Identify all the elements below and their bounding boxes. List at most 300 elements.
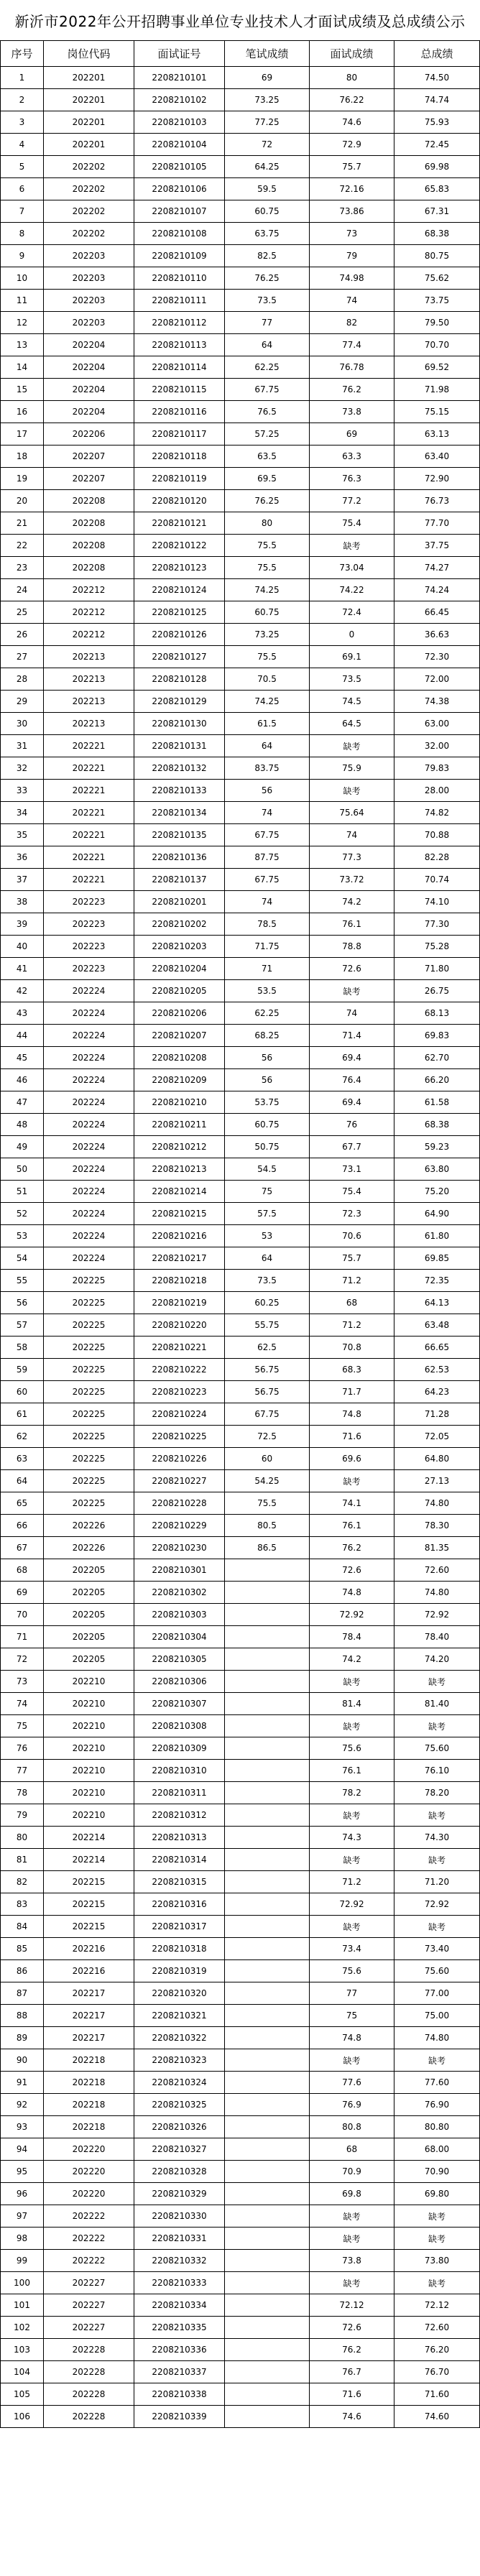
cell-interview-score: 74.8 [310, 1582, 394, 1604]
cell-interview-score: 缺考 [310, 1849, 394, 1871]
cell-written-score: 56 [225, 780, 310, 802]
cell-seq: 43 [1, 1002, 44, 1025]
cell-total-score: 75.00 [394, 2005, 480, 2027]
cell-interview-score: 72.6 [310, 958, 394, 980]
cell-seq: 46 [1, 1069, 44, 1091]
cell-interview-score: 74.6 [310, 111, 394, 134]
cell-total-score: 74.50 [394, 67, 480, 89]
cell-seq: 41 [1, 958, 44, 980]
cell-total-score: 缺考 [394, 2049, 480, 2072]
cell-interview-score: 72.92 [310, 1604, 394, 1626]
cell-total-score: 75.28 [394, 936, 480, 958]
cell-interview-score: 75.7 [310, 1247, 394, 1270]
cell-written-score: 64 [225, 1247, 310, 1270]
cell-interview-id: 2208210137 [134, 869, 225, 891]
cell-interview-score: 75 [310, 2005, 394, 2027]
cell-interview-score: 70.6 [310, 1225, 394, 1247]
table-row [1, 1827, 480, 1849]
cell-seq: 42 [1, 980, 44, 1002]
cell-seq: 17 [1, 423, 44, 446]
cell-interview-score: 74 [310, 290, 394, 312]
cell-position-code: 202202 [44, 200, 134, 223]
cell-interview-score: 74 [310, 1002, 394, 1025]
cell-position-code: 202213 [44, 646, 134, 668]
table-row [1, 1492, 480, 1515]
cell-written-score: 75.5 [225, 646, 310, 668]
cell-total-score: 64.80 [394, 1448, 480, 1470]
cell-seq: 99 [1, 2250, 44, 2272]
cell-seq: 93 [1, 2116, 44, 2138]
cell-seq: 94 [1, 2138, 44, 2161]
cell-position-code: 202223 [44, 936, 134, 958]
cell-interview-score: 80.8 [310, 2116, 394, 2138]
cell-position-code: 202203 [44, 267, 134, 290]
cell-seq: 57 [1, 1314, 44, 1337]
cell-position-code: 202212 [44, 579, 134, 601]
table-row [1, 1091, 480, 1114]
cell-written-score: 60.75 [225, 601, 310, 624]
cell-interview-score: 73.4 [310, 1938, 394, 1960]
cell-interview-id: 2208210206 [134, 1002, 225, 1025]
cell-interview-score: 76 [310, 1114, 394, 1136]
cell-interview-score: 63.3 [310, 446, 394, 468]
cell-position-code: 202221 [44, 846, 134, 869]
cell-interview-score: 74.1 [310, 1492, 394, 1515]
cell-total-score: 72.00 [394, 668, 480, 691]
cell-total-score: 81.40 [394, 1693, 480, 1715]
table-row [1, 89, 480, 111]
cell-position-code: 202220 [44, 2183, 134, 2205]
cell-position-code: 202225 [44, 1448, 134, 1470]
cell-position-code: 202208 [44, 535, 134, 557]
cell-written-score: 60.75 [225, 200, 310, 223]
cell-written-score [225, 2383, 310, 2406]
table-row [1, 1136, 480, 1158]
cell-interview-score: 76.2 [310, 379, 394, 401]
cell-total-score: 69.83 [394, 1025, 480, 1047]
cell-written-score [225, 2161, 310, 2183]
table-body [1, 67, 480, 2428]
table-row [1, 1760, 480, 1782]
cell-interview-score: 73.86 [310, 200, 394, 223]
cell-interview-id: 2208210316 [134, 1893, 225, 1916]
cell-written-score: 64 [225, 334, 310, 356]
table-row [1, 691, 480, 713]
cell-written-score: 74.25 [225, 691, 310, 713]
cell-total-score: 75.62 [394, 267, 480, 290]
cell-interview-id: 2208210118 [134, 446, 225, 468]
cell-seq: 59 [1, 1359, 44, 1381]
cell-seq: 10 [1, 267, 44, 290]
cell-interview-id: 2208210310 [134, 1760, 225, 1782]
cell-interview-score: 73.72 [310, 869, 394, 891]
cell-interview-id: 2208210309 [134, 1737, 225, 1760]
cell-written-score: 55.75 [225, 1314, 310, 1337]
cell-seq: 28 [1, 668, 44, 691]
cell-position-code: 202228 [44, 2383, 134, 2406]
cell-interview-score: 缺考 [310, 780, 394, 802]
cell-total-score: 67.31 [394, 200, 480, 223]
cell-interview-score: 69.4 [310, 1091, 394, 1114]
table-row [1, 1002, 480, 1025]
cell-interview-score: 74.22 [310, 579, 394, 601]
table-row [1, 512, 480, 535]
cell-interview-id: 2208210132 [134, 757, 225, 780]
cell-interview-score: 68 [310, 1292, 394, 1314]
cell-position-code: 202210 [44, 1737, 134, 1760]
cell-position-code: 202225 [44, 1292, 134, 1314]
cell-position-code: 202224 [44, 1181, 134, 1203]
table-row [1, 1158, 480, 1181]
cell-seq: 74 [1, 1693, 44, 1715]
cell-position-code: 202210 [44, 1693, 134, 1715]
header-interview-score: 面试成绩 [310, 41, 394, 67]
cell-seq: 67 [1, 1537, 44, 1559]
cell-seq: 101 [1, 2294, 44, 2317]
cell-interview-id: 2208210114 [134, 356, 225, 379]
cell-position-code: 202221 [44, 802, 134, 824]
cell-total-score: 82.28 [394, 846, 480, 869]
cell-seq: 37 [1, 869, 44, 891]
cell-total-score: 缺考 [394, 2205, 480, 2228]
cell-total-score: 70.90 [394, 2161, 480, 2183]
cell-interview-score: 缺考 [310, 535, 394, 557]
cell-total-score: 63.48 [394, 1314, 480, 1337]
table-row [1, 1960, 480, 1982]
table-row [1, 913, 480, 936]
cell-position-code: 202208 [44, 512, 134, 535]
cell-written-score [225, 1559, 310, 1582]
cell-interview-id: 2208210110 [134, 267, 225, 290]
table-row [1, 334, 480, 356]
cell-interview-score: 74.2 [310, 1648, 394, 1671]
cell-seq: 38 [1, 891, 44, 913]
cell-position-code: 202204 [44, 356, 134, 379]
cell-interview-id: 2208210330 [134, 2205, 225, 2228]
cell-position-code: 202222 [44, 2228, 134, 2250]
cell-interview-id: 2208210225 [134, 1426, 225, 1448]
cell-interview-id: 2208210210 [134, 1091, 225, 1114]
cell-interview-score: 76.7 [310, 2361, 394, 2383]
table-row [1, 1604, 480, 1626]
cell-total-score: 69.85 [394, 1247, 480, 1270]
cell-interview-id: 2208210325 [134, 2094, 225, 2116]
cell-total-score: 缺考 [394, 2228, 480, 2250]
cell-position-code: 202222 [44, 2205, 134, 2228]
cell-interview-id: 2208210101 [134, 67, 225, 89]
cell-interview-score: 76.2 [310, 2339, 394, 2361]
cell-interview-id: 2208210339 [134, 2406, 225, 2428]
cell-position-code: 202215 [44, 1916, 134, 1938]
table-row [1, 267, 480, 290]
cell-seq: 11 [1, 290, 44, 312]
cell-interview-id: 2208210304 [134, 1626, 225, 1648]
cell-written-score [225, 1782, 310, 1804]
cell-written-score: 60.25 [225, 1292, 310, 1314]
table-row [1, 2383, 480, 2406]
table-row [1, 1737, 480, 1760]
cell-written-score [225, 2339, 310, 2361]
cell-interview-id: 2208210228 [134, 1492, 225, 1515]
cell-position-code: 202227 [44, 2272, 134, 2294]
cell-position-code: 202201 [44, 89, 134, 111]
cell-interview-score: 71.7 [310, 1381, 394, 1403]
cell-interview-id: 2208210124 [134, 579, 225, 601]
cell-written-score: 82.5 [225, 245, 310, 267]
table-row [1, 1247, 480, 1270]
cell-seq: 56 [1, 1292, 44, 1314]
cell-position-code: 202204 [44, 401, 134, 423]
cell-total-score: 79.83 [394, 757, 480, 780]
cell-interview-id: 2208210201 [134, 891, 225, 913]
cell-seq: 62 [1, 1426, 44, 1448]
cell-position-code: 202214 [44, 1827, 134, 1849]
table-row [1, 869, 480, 891]
cell-interview-score: 77.4 [310, 334, 394, 356]
cell-interview-score: 78.2 [310, 1782, 394, 1804]
cell-total-score: 77.30 [394, 913, 480, 936]
table-row [1, 379, 480, 401]
cell-total-score: 61.80 [394, 1225, 480, 1247]
cell-interview-id: 2208210337 [134, 2361, 225, 2383]
cell-written-score [225, 1626, 310, 1648]
cell-interview-score: 71.2 [310, 1314, 394, 1337]
cell-interview-id: 2208210131 [134, 735, 225, 757]
cell-total-score: 70.74 [394, 869, 480, 891]
cell-interview-id: 2208210121 [134, 512, 225, 535]
table-row [1, 2250, 480, 2272]
cell-seq: 100 [1, 2272, 44, 2294]
cell-interview-id: 2208210106 [134, 178, 225, 200]
cell-seq: 39 [1, 913, 44, 936]
table-row [1, 1804, 480, 1827]
cell-interview-id: 2208210229 [134, 1515, 225, 1537]
cell-written-score [225, 1604, 310, 1626]
cell-interview-score: 74.8 [310, 2027, 394, 2049]
cell-position-code: 202204 [44, 334, 134, 356]
cell-position-code: 202217 [44, 2005, 134, 2027]
cell-position-code: 202225 [44, 1359, 134, 1381]
cell-position-code: 202228 [44, 2406, 134, 2428]
cell-position-code: 202217 [44, 1982, 134, 2005]
cell-total-score: 74.30 [394, 1827, 480, 1849]
cell-interview-score: 71.2 [310, 1871, 394, 1893]
cell-interview-score: 74.6 [310, 2406, 394, 2428]
cell-written-score: 60 [225, 1448, 310, 1470]
cell-written-score: 76.5 [225, 401, 310, 423]
cell-total-score: 80.80 [394, 2116, 480, 2138]
table-row [1, 2205, 480, 2228]
cell-position-code: 202213 [44, 668, 134, 691]
cell-position-code: 202222 [44, 2250, 134, 2272]
cell-total-score: 68.13 [394, 1002, 480, 1025]
table-row [1, 1203, 480, 1225]
cell-interview-id: 2208210111 [134, 290, 225, 312]
cell-interview-id: 2208210322 [134, 2027, 225, 2049]
table-row [1, 156, 480, 178]
table-row [1, 200, 480, 223]
cell-interview-score: 缺考 [310, 2049, 394, 2072]
cell-interview-score: 72.92 [310, 1893, 394, 1916]
cell-seq: 90 [1, 2049, 44, 2072]
cell-total-score: 72.92 [394, 1893, 480, 1916]
table-row [1, 1448, 480, 1470]
cell-seq: 21 [1, 512, 44, 535]
cell-total-score: 72.30 [394, 646, 480, 668]
cell-total-score: 63.80 [394, 1158, 480, 1181]
cell-interview-score: 73 [310, 223, 394, 245]
header-total-score: 总成绩 [394, 41, 480, 67]
cell-total-score: 66.65 [394, 1337, 480, 1359]
cell-interview-id: 2208210321 [134, 2005, 225, 2027]
cell-written-score [225, 2294, 310, 2317]
cell-total-score: 66.45 [394, 601, 480, 624]
cell-interview-score: 71.4 [310, 1025, 394, 1047]
cell-written-score [225, 1982, 310, 2005]
cell-interview-id: 2208210223 [134, 1381, 225, 1403]
cell-seq: 85 [1, 1938, 44, 1960]
cell-seq: 49 [1, 1136, 44, 1158]
cell-position-code: 202225 [44, 1314, 134, 1337]
cell-total-score: 69.98 [394, 156, 480, 178]
table-row [1, 802, 480, 824]
cell-written-score: 67.75 [225, 1403, 310, 1426]
cell-position-code: 202216 [44, 1938, 134, 1960]
table-row [1, 2005, 480, 2027]
cell-written-score: 72 [225, 134, 310, 156]
table-row [1, 1270, 480, 1292]
cell-written-score: 53 [225, 1225, 310, 1247]
cell-total-score: 73.80 [394, 2250, 480, 2272]
cell-position-code: 202205 [44, 1604, 134, 1626]
table-row [1, 936, 480, 958]
cell-seq: 82 [1, 1871, 44, 1893]
cell-seq: 69 [1, 1582, 44, 1604]
cell-seq: 91 [1, 2072, 44, 2094]
cell-interview-score: 缺考 [310, 2228, 394, 2250]
cell-interview-id: 2208210213 [134, 1158, 225, 1181]
cell-position-code: 202210 [44, 1715, 134, 1737]
cell-seq: 104 [1, 2361, 44, 2383]
cell-position-code: 202207 [44, 468, 134, 490]
cell-interview-score: 68 [310, 2138, 394, 2161]
cell-interview-id: 2208210215 [134, 1203, 225, 1225]
cell-position-code: 202224 [44, 1002, 134, 1025]
cell-seq: 19 [1, 468, 44, 490]
cell-interview-id: 2208210204 [134, 958, 225, 980]
cell-written-score: 71 [225, 958, 310, 980]
cell-position-code: 202221 [44, 869, 134, 891]
cell-interview-score: 缺考 [310, 735, 394, 757]
cell-interview-id: 2208210202 [134, 913, 225, 936]
table-row [1, 290, 480, 312]
cell-interview-id: 2208210324 [134, 2072, 225, 2094]
table-row [1, 1938, 480, 1960]
header-seq: 序号 [1, 41, 44, 67]
cell-total-score: 74.20 [394, 1648, 480, 1671]
cell-position-code: 202203 [44, 312, 134, 334]
cell-written-score: 62.25 [225, 1002, 310, 1025]
cell-interview-id: 2208210109 [134, 245, 225, 267]
cell-total-score: 78.40 [394, 1626, 480, 1648]
table-row [1, 535, 480, 557]
cell-interview-id: 2208210227 [134, 1470, 225, 1492]
cell-total-score: 36.63 [394, 624, 480, 646]
cell-position-code: 202225 [44, 1270, 134, 1292]
cell-total-score: 74.38 [394, 691, 480, 713]
cell-interview-score: 79 [310, 245, 394, 267]
cell-seq: 36 [1, 846, 44, 869]
cell-interview-id: 2208210320 [134, 1982, 225, 2005]
cell-written-score: 56.75 [225, 1381, 310, 1403]
cell-interview-id: 2208210115 [134, 379, 225, 401]
cell-written-score: 54.5 [225, 1158, 310, 1181]
cell-written-score [225, 1582, 310, 1604]
cell-interview-id: 2208210214 [134, 1181, 225, 1203]
cell-interview-score: 75.6 [310, 1960, 394, 1982]
cell-position-code: 202223 [44, 913, 134, 936]
cell-interview-score: 68.3 [310, 1359, 394, 1381]
cell-written-score [225, 2027, 310, 2049]
cell-interview-score: 77.3 [310, 846, 394, 869]
cell-written-score: 67.75 [225, 379, 310, 401]
cell-interview-score: 74 [310, 824, 394, 846]
cell-interview-id: 2208210333 [134, 2272, 225, 2294]
cell-written-score: 69.5 [225, 468, 310, 490]
cell-interview-score: 82 [310, 312, 394, 334]
cell-total-score: 72.45 [394, 134, 480, 156]
cell-position-code: 202221 [44, 735, 134, 757]
cell-interview-id: 2208210307 [134, 1693, 225, 1715]
table-row [1, 1426, 480, 1448]
cell-written-score: 63.5 [225, 446, 310, 468]
cell-written-score: 73.5 [225, 1270, 310, 1292]
table-row [1, 1626, 480, 1648]
cell-seq: 65 [1, 1492, 44, 1515]
cell-total-score: 71.80 [394, 958, 480, 980]
cell-seq: 27 [1, 646, 44, 668]
cell-written-score: 83.75 [225, 757, 310, 780]
cell-written-score: 50.75 [225, 1136, 310, 1158]
cell-position-code: 202213 [44, 691, 134, 713]
cell-position-code: 202205 [44, 1626, 134, 1648]
cell-interview-score: 69.1 [310, 646, 394, 668]
cell-total-score: 78.20 [394, 1782, 480, 1804]
cell-seq: 32 [1, 757, 44, 780]
cell-written-score: 63.75 [225, 223, 310, 245]
table-row [1, 1871, 480, 1893]
cell-interview-id: 2208210216 [134, 1225, 225, 1247]
cell-interview-score: 76.1 [310, 1760, 394, 1782]
cell-total-score: 70.88 [394, 824, 480, 846]
cell-total-score: 66.20 [394, 1069, 480, 1091]
cell-position-code: 202218 [44, 2116, 134, 2138]
cell-interview-score: 77 [310, 1982, 394, 2005]
cell-seq: 33 [1, 780, 44, 802]
cell-seq: 103 [1, 2339, 44, 2361]
cell-seq: 79 [1, 1804, 44, 1827]
cell-written-score [225, 2228, 310, 2250]
cell-interview-score: 71.6 [310, 2383, 394, 2406]
cell-position-code: 202210 [44, 1671, 134, 1693]
cell-written-score [225, 1715, 310, 1737]
cell-written-score: 75.5 [225, 557, 310, 579]
table-row [1, 1671, 480, 1693]
table-row [1, 1470, 480, 1492]
cell-written-score: 77.25 [225, 111, 310, 134]
table-row [1, 2116, 480, 2138]
cell-seq: 77 [1, 1760, 44, 1782]
